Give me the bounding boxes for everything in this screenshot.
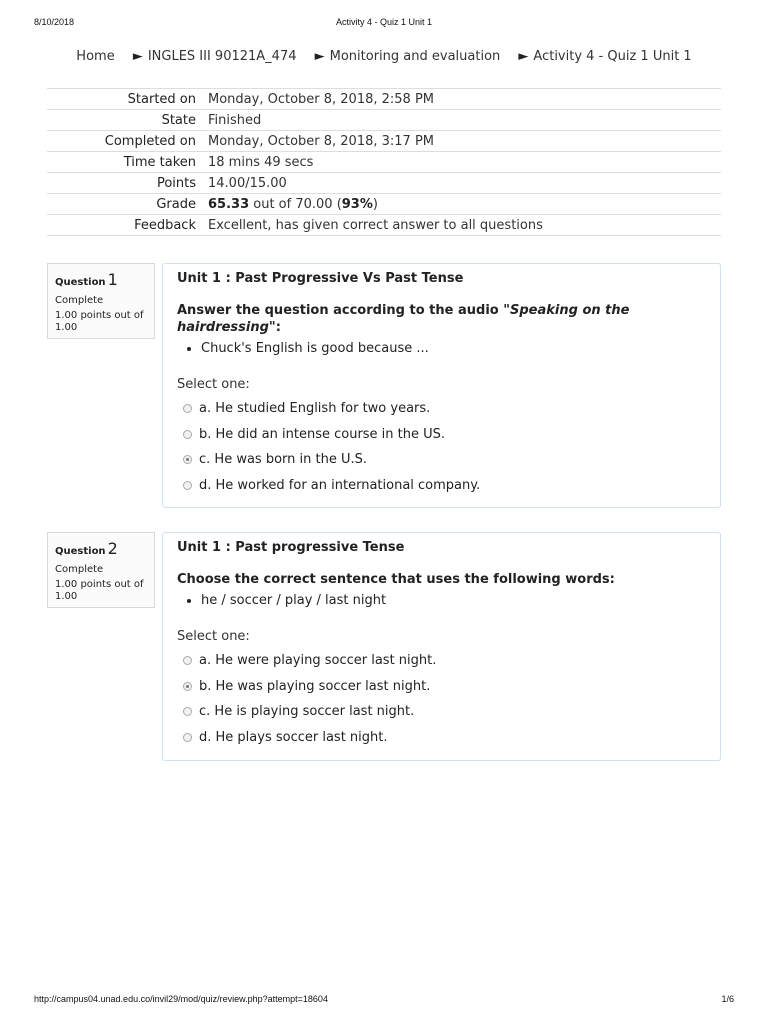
question-unit-title: Unit 1 : Past Progressive Vs Past Tense [177,271,464,286]
answer-option-b[interactable] [177,674,706,700]
breadcrumb-section[interactable]: Monitoring and evaluation [329,49,501,64]
print-footer [0,994,768,1006]
question-prompt: Choose the correct sentence that uses the following words: [177,572,615,587]
attempt-summary-table [47,88,721,236]
prompt-text: Answer the question according to the audio " [177,303,511,318]
summary-label: Feedback [134,217,196,233]
summary-grade-value [208,194,721,215]
summary-label: Grade [156,196,196,212]
answer-option-d[interactable] [177,725,706,751]
summary-label: Time taken [123,154,196,170]
question-unit-title: Unit 1 : Past progressive Tense [177,540,405,555]
question-status: Complete [55,564,104,575]
summary-value: Finished [208,112,262,128]
summary-row-time-taken [47,152,721,173]
summary-label: Completed on [104,133,196,149]
radio-icon[interactable] [183,404,192,413]
select-one-label: Select one: [177,377,250,392]
summary-label: Started on [127,91,196,107]
breadcrumb-separator-icon: ► [518,49,529,64]
option-label: b. He was playing soccer last night. [199,678,431,694]
summary-value: Monday, October 8, 2018, 3:17 PM [208,133,435,149]
question-number: 1 [107,270,118,289]
prompt-text-end: ": [268,320,281,335]
summary-label: Points [156,175,196,191]
question-bullets [177,340,706,358]
question-status: Complete [55,295,104,306]
summary-value: 18 mins 49 secs [208,154,314,170]
grade-percent: 93% [341,196,373,212]
question-content-2 [162,532,721,761]
radio-checked-icon[interactable] [183,455,192,464]
question-label: Question [55,277,106,288]
grade-out-of: out of 70.00 ( [249,196,342,212]
answer-option-b[interactable] [177,422,706,448]
summary-label: State [161,112,196,128]
breadcrumb-activity[interactable]: Activity 4 - Quiz 1 Unit 1 [533,49,692,64]
breadcrumb-course[interactable]: INGLES III 90121A_474 [147,49,297,64]
breadcrumb-separator-icon: ► [314,49,325,64]
option-label: c. He is playing soccer last night. [199,704,415,720]
print-url: http://campus04.unad.edu.co/invil29/mod/quiz/review.php?attempt=18604 [34,994,328,1004]
answer-option-d[interactable] [177,473,706,499]
grade-score: 65.33 [208,196,250,212]
summary-row-completed [47,131,721,152]
grade-close: ) [372,196,378,212]
summary-value: 14.00/15.00 [208,175,287,191]
answer-option-c[interactable] [177,447,706,473]
radio-icon[interactable] [183,707,192,716]
question-grade: 1.00 points out of 1.00 [55,579,144,602]
question-label: Question [55,546,106,557]
question-info-1 [47,263,155,339]
radio-icon[interactable] [183,733,192,742]
question-bullet: • he / soccer / play / last night [201,592,706,610]
breadcrumb [0,49,768,64]
summary-value: Excellent, has given correct answer to all questions [208,217,543,233]
question-info-2 [47,532,155,608]
summary-row-grade [47,194,721,215]
summary-row-feedback [47,215,721,236]
option-label: d. He plays soccer last night. [199,729,388,745]
answer-option-c[interactable] [177,699,706,725]
summary-row-started [47,89,721,110]
option-label: a. He were playing soccer last night. [199,653,437,669]
breadcrumb-home[interactable]: Home [76,49,115,64]
answer-options [177,396,706,498]
prompt-audio-title: Speaking on the hairdressing [177,303,630,335]
radio-icon[interactable] [183,430,192,439]
breadcrumb-separator-icon: ► [132,49,143,64]
option-label: a. He studied English for two years. [199,401,431,417]
question-grade: 1.00 points out of 1.00 [55,310,144,333]
question-bullet: • Chuck's English is good because ... [201,340,706,358]
option-label: c. He was born in the U.S. [199,452,367,468]
radio-icon[interactable] [183,656,192,665]
print-page-number: 1/6 [721,994,734,1004]
radio-icon[interactable] [183,481,192,490]
summary-value: Monday, October 8, 2018, 2:58 PM [208,91,435,107]
question-prompt [177,302,706,336]
summary-row-points [47,173,721,194]
print-header [0,17,768,29]
summary-row-state [47,110,721,131]
answer-options [177,648,706,750]
question-number: 2 [107,539,118,558]
question-content-1 [162,263,721,508]
question-bullets [177,592,706,610]
print-title: Activity 4 - Quiz 1 Unit 1 [335,17,433,27]
option-label: d. He worked for an international company. [199,477,481,493]
option-label: b. He did an intense course in the US. [199,426,446,442]
select-one-label: Select one: [177,629,250,644]
radio-checked-icon[interactable] [183,682,192,691]
answer-option-a[interactable] [177,396,706,422]
answer-option-a[interactable] [177,648,706,674]
print-date: 8/10/2018 [34,17,75,27]
